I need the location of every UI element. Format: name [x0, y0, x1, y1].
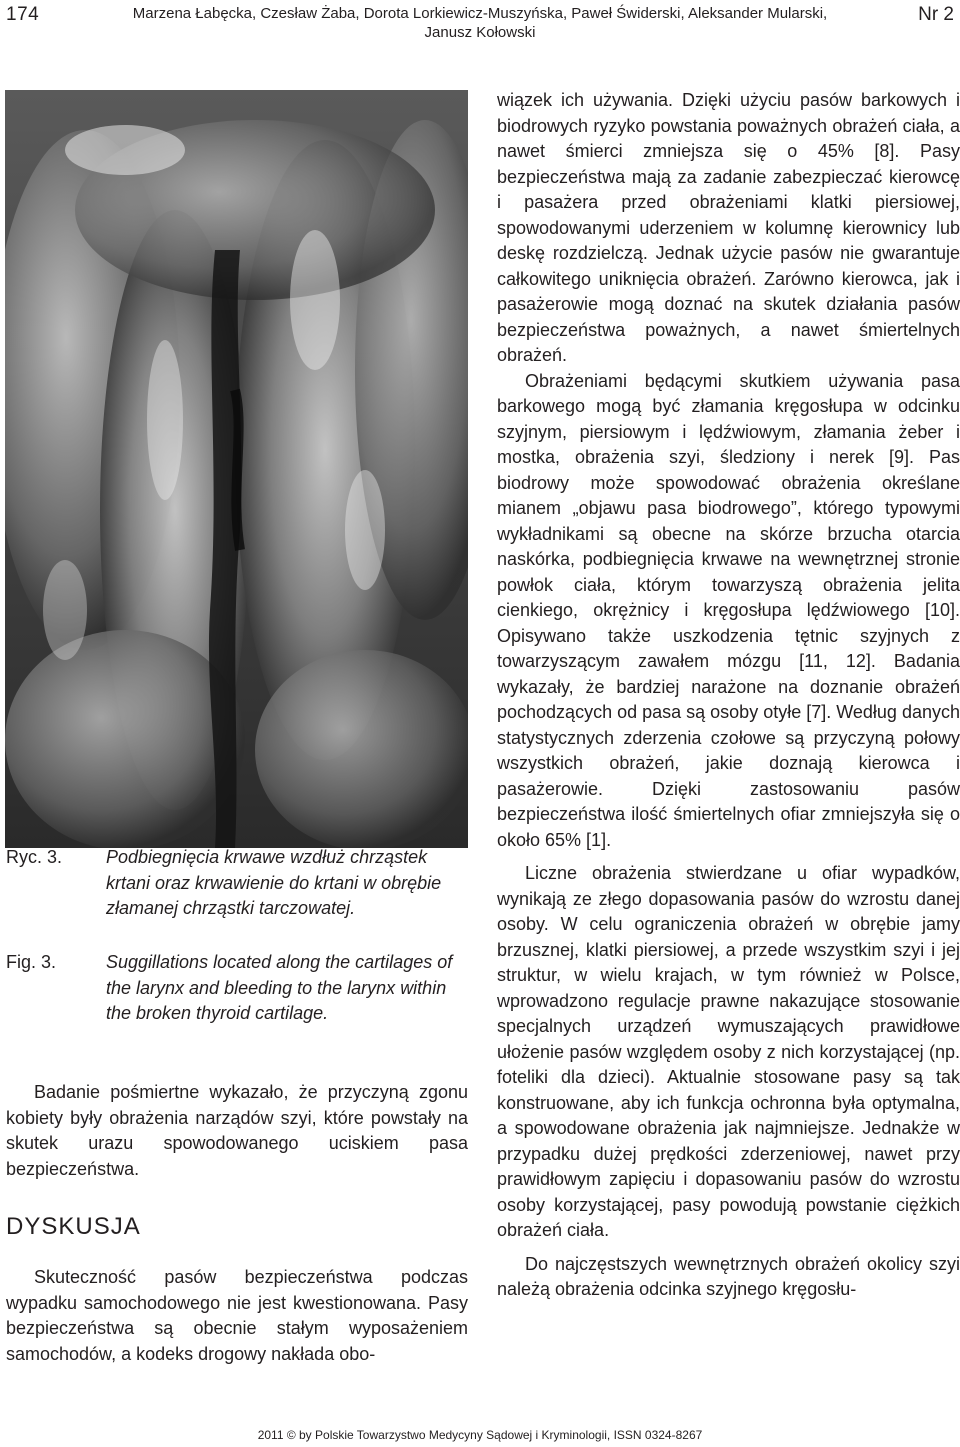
- figure-caption-en: Suggillations located along the cartilages of the larynx and bleeding to the larynx within the broken thyroid cartilage.: [106, 952, 453, 1023]
- body-paragraph: Badanie pośmiertne wykazało, że przyczyną zgonu kobiety były obrażenia narządów szyi, które powstały na skutek urazu spowodowanego uciskiem pasa bezpieczeństwa.: [6, 1082, 468, 1179]
- figure-label-en: Fig. 3.: [6, 952, 57, 972]
- figure-label-pl: Ryc. 3.: [6, 847, 63, 867]
- page-number: 174: [6, 4, 40, 25]
- body-paragraph: Skuteczność pasów bezpieczeństwa podczas wypadku samochodowego nie jest kwestionowana. Pasy bezpieczeństwa są obecnie stałym wyposażeniem samochodów, a kodeks drogowy nakłada obo-: [6, 1267, 468, 1364]
- figure-caption-pl: Podbiegnięcia krwawe wzdłuż chrząstek krtani oraz krwawienie do krtani w obrębie złamanej chrząstki tarczowatej.: [106, 847, 442, 918]
- section-heading: DYSKUSJA: [6, 1213, 141, 1240]
- issue-number: Nr 2: [918, 4, 954, 25]
- body-paragraph: Liczne obrażenia stwierdzane u ofiar wypadków, wynikają ze złego dopasowania pasów do wzrostu danej osoby. W celu ograniczenia obrażeń w obrębie jamy brzusznej, klatki piersiowej, a przede wszystkim szyi i jej struktur, w wielu krajach, w tym również w Polsce, wprowadzono regulacje prawne nakazujące stosowanie specjalnych urządzeń wymuszających prawidłowe ułożenie pasów względem osoby z nich korzystającej (np. foteliki dla dzieci). Aktualnie stosowane pasy są tak konstruowane, aby ich funkcja ochronna była optymalna, a spowodowane obrażenia jak najmniejsze. Jednakże w przypadku dużej prędkości zderzeniowej, nawet przy prawidłowym zapięciu i dopasowaniu pasów do wzrostu osoby korzystającej, pasy powodują powstanie ciężkich obrażeń ciała.: [497, 863, 960, 1240]
- body-paragraph: wiązek ich używania. Dzięki użyciu pasów barkowych i biodrowych ryzyko powstania poważnych obrażeń ciała, a nawet śmierci zmniejsza się o 45% [8]. Pasy bezpieczeństwa mają za zadanie zabezpieczać kierowcę i pasażera przed obrażeniami klatki piersiowej, spowodowanymi uderzeniem w kolumnę kierownicy lub deskę rozdzielczą. Jednak użycie pasów nie gwarantuje całkowitego uniknięcia obrażeń. Zarówno kierowca, jak i pasażerowie mogą doznać na skutek działania pasów bezpieczeństwa poważnych, a nawet śmiertelnych obrażeń.: [497, 90, 960, 365]
- body-paragraph: Obrażeniami będącymi skutkiem używania pasa barkowego mogą być złamania kręgosłupa w odcinku szyjnym, piersiowym i lędźwiowym, złamania żeber i mostka, obrażenia szyi, śledziony i nerek [9]. Pas biodrowy może spowodować obrażenia określane mianem „objawu pasa biodrowego”, którego typowymi wykładnikami są obecne na skórze brzucha otarcia naskórka, podbiegnięcia krwawe na wewnętrznej stronie powłok ciała, którym towarzyszą obrażenia jelita cienkiego, okrężnicy i kręgosłupa lędźwiowego [10]. Opisywano także uszkodzenia tętnic szyjnych z towarzyszącym zawałem mózgu [11, 12]. Badania wykazały, że bardziej narażone na doznanie obrażeń pochodzących od pasa są osoby otyłe [7]. Według danych statystycznych zderzenia czołowe są przyczyną połowy wszystkich obrażeń, jakie doznają kierowca i pasażerowie. Dzięki zastosowaniu pasów bezpieczeństwa ilość śmiertelnych ofiar zmniejszyła się o około 65% [1].: [497, 370, 960, 850]
- running-head-authors: [120, 4, 840, 42]
- left-column-bottom: [6, 1265, 468, 1367]
- body-paragraph: Do najczęstszych wewnętrznych obrażeń okolicy szyi należą obrażenia odcinka szyjnego kręgosłu-: [497, 1253, 960, 1299]
- right-column: [497, 88, 960, 1303]
- figure-photo: [5, 90, 468, 848]
- authors-line-1: Marzena Łabęcka, Czesław Żaba, Dorota Lorkiewicz-Muszyńska, Paweł Świderski, Aleksander Mularski,: [132, 5, 828, 22]
- footer-copyright: 2011 © by Polskie Towarzystwo Medycyny Sądowej i Kryminologii, ISSN 0324-8267: [257, 1428, 703, 1442]
- left-column-top: [6, 1080, 468, 1182]
- authors-line-2: Janusz Kołowski: [424, 24, 536, 41]
